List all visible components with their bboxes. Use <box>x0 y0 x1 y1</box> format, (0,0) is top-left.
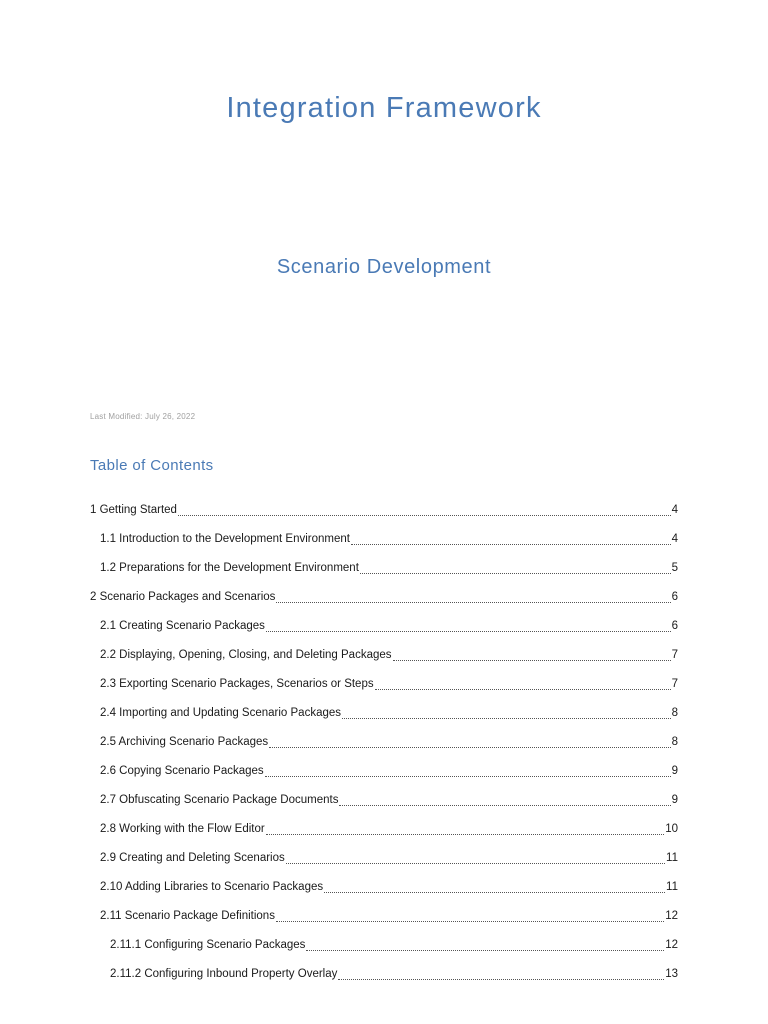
toc-heading: Table of Contents <box>90 457 214 474</box>
toc-entry[interactable] <box>90 757 678 786</box>
toc-page-number: 12 <box>665 938 678 951</box>
toc-entry[interactable] <box>90 583 678 612</box>
toc-entry[interactable] <box>90 960 678 989</box>
toc-entry-title: 2.2 Displaying, Opening, Closing, and Deleting Packages <box>100 648 392 661</box>
toc-entry[interactable] <box>90 525 678 554</box>
toc-page-number: 9 <box>671 764 678 777</box>
toc-entry[interactable] <box>90 612 678 641</box>
toc-dot-leader <box>265 764 671 777</box>
toc-page-number: 8 <box>671 706 678 719</box>
toc-dot-leader <box>342 706 671 719</box>
toc-entry[interactable] <box>90 902 678 931</box>
toc-dot-leader <box>269 735 670 748</box>
toc-entry-title: 2.5 Archiving Scenario Packages <box>100 735 269 748</box>
toc-entry[interactable] <box>90 844 678 873</box>
toc-entry[interactable] <box>90 873 678 902</box>
toc-entry[interactable] <box>90 670 678 699</box>
toc-dot-leader <box>338 967 664 980</box>
toc-dot-leader <box>276 909 664 922</box>
document-title: Integration Framework <box>226 92 542 124</box>
toc-entry[interactable] <box>90 931 678 960</box>
toc-page-number: 13 <box>665 967 678 980</box>
toc-page-number: 12 <box>665 909 678 922</box>
toc-entry-title: 1.2 Preparations for the Development Environment <box>100 561 359 574</box>
toc-entry[interactable] <box>90 728 678 757</box>
toc-page-number: 10 <box>665 822 678 835</box>
toc-entry-title: 2.6 Copying Scenario Packages <box>100 764 264 777</box>
toc-page-number: 6 <box>671 590 678 603</box>
toc-dot-leader <box>393 648 671 661</box>
toc-entry[interactable] <box>90 699 678 728</box>
toc-entry[interactable] <box>90 786 678 815</box>
toc-entry-title: 2.9 Creating and Deleting Scenarios <box>100 851 285 864</box>
toc-entry[interactable] <box>90 554 678 583</box>
toc-page-number: 6 <box>671 619 678 632</box>
toc-page-number: 4 <box>671 532 678 545</box>
toc-dot-leader <box>266 619 671 632</box>
toc-entry-title: 2.11 Scenario Package Definitions <box>100 909 275 922</box>
toc-entry-title: 2.3 Exporting Scenario Packages, Scenarios or Steps <box>100 677 374 690</box>
toc-dot-leader <box>286 851 665 864</box>
toc-entry-title: 2.8 Working with the Flow Editor <box>100 822 265 835</box>
document-subtitle: Scenario Development <box>276 256 492 278</box>
toc-dot-leader <box>266 822 665 835</box>
toc-entry-title: 2.4 Importing and Updating Scenario Packages <box>100 706 342 719</box>
toc-page-number: 9 <box>671 793 678 806</box>
toc-dot-leader <box>351 532 671 545</box>
toc-page-number: 7 <box>671 648 678 661</box>
toc-page-number: 5 <box>671 561 678 574</box>
toc-entry-title: 2.1 Creating Scenario Packages <box>100 619 265 632</box>
toc-dot-leader <box>375 677 671 690</box>
table-of-contents <box>90 496 678 989</box>
toc-page-number: 11 <box>666 880 678 893</box>
toc-entry[interactable] <box>90 496 678 525</box>
toc-entry-title: 2.7 Obfuscating Scenario Package Documents <box>100 793 339 806</box>
toc-entry-title: 1 Getting Started <box>90 503 177 516</box>
last-modified-date: Last Modified: July 26, 2022 <box>90 412 196 421</box>
toc-entry[interactable] <box>90 641 678 670</box>
toc-dot-leader <box>339 793 670 806</box>
toc-page-number: 4 <box>671 503 678 516</box>
toc-entry-title: 2.11.1 Configuring Scenario Packages <box>110 938 306 951</box>
toc-dot-leader <box>178 503 671 516</box>
toc-page-number: 8 <box>671 735 678 748</box>
toc-entry[interactable] <box>90 815 678 844</box>
toc-entry-title: 2.11.2 Configuring Inbound Property Overlay <box>110 967 338 980</box>
toc-entry-title: 2 Scenario Packages and Scenarios <box>90 590 276 603</box>
toc-dot-leader <box>306 938 664 951</box>
toc-entry-title: 1.1 Introduction to the Development Environment <box>100 532 350 545</box>
toc-dot-leader <box>324 880 665 893</box>
toc-entry-title: 2.10 Adding Libraries to Scenario Packages <box>100 880 324 893</box>
toc-page-number: 7 <box>671 677 678 690</box>
toc-page-number: 11 <box>666 851 678 864</box>
toc-dot-leader <box>360 561 671 574</box>
toc-dot-leader <box>276 590 670 603</box>
